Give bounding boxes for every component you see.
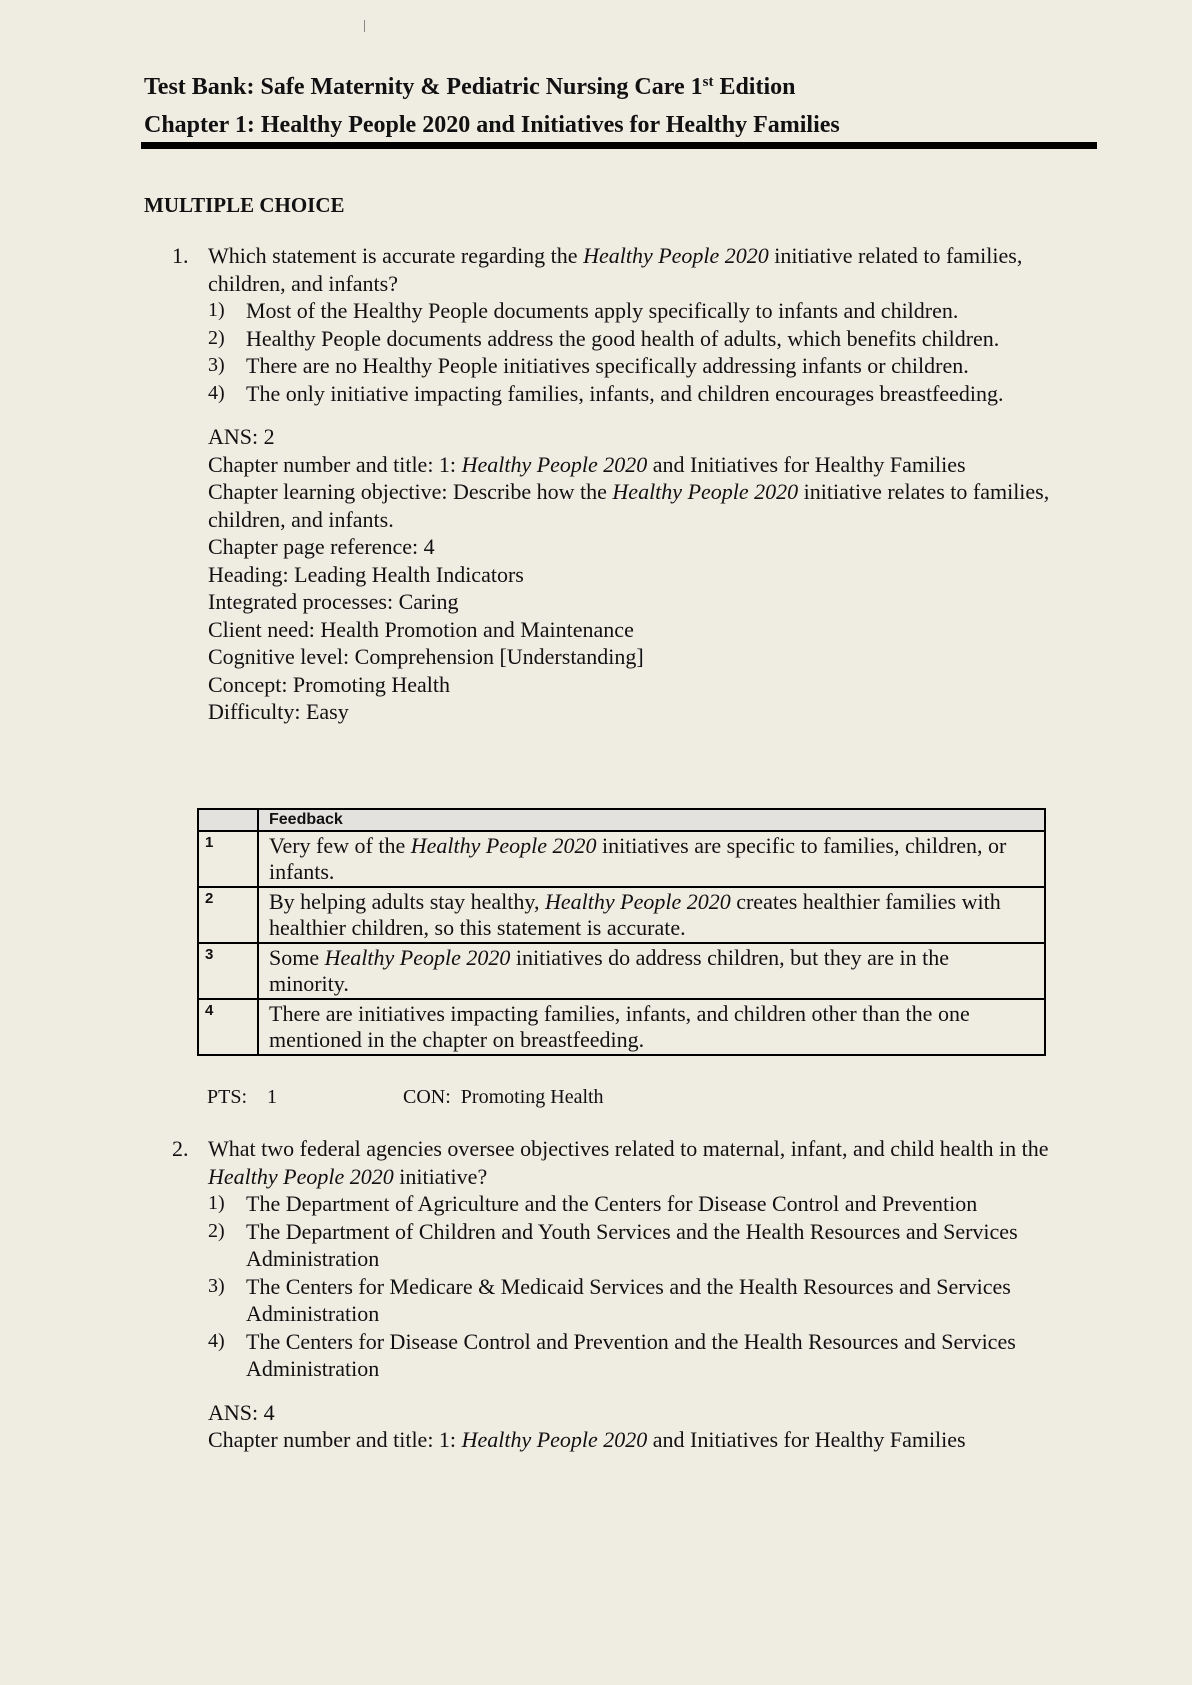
- option: 1) Most of the Healthy People documents apply specifically to infants and children.: [208, 298, 959, 323]
- page-tick-mark: [364, 20, 365, 32]
- points-line: [207, 1086, 604, 1109]
- option: 3) The Centers for Medicare & Medicaid Services and the Health Resources and Services Administration: [208, 1273, 1011, 1326]
- answer-metadata: [208, 407, 1072, 726]
- question-stem: Which statement is accurate regarding the Healthy People 2020 initiative related to families, children, and infants?: [208, 243, 1023, 296]
- table-row: 3 Some Healthy People 2020 initiatives do address children, but they are in the minority.: [198, 943, 1045, 999]
- option-list: [208, 1190, 1072, 1383]
- chapter-reference: Chapter number and title: 1: Healthy People 2020 and Initiatives for Healthy Families: [208, 1427, 966, 1452]
- table-row: 2 By helping adults stay healthy, Healthy People 2020 creates healthier families with healthier children, so this statement is accurate.: [198, 887, 1045, 943]
- feedback-header: Feedback: [258, 809, 1045, 831]
- answer: ANS: 4: [208, 1399, 275, 1425]
- heading: Heading: Leading Health Indicators: [208, 561, 524, 587]
- cognitive-level: Cognitive level: Comprehension [Understanding]: [208, 644, 644, 669]
- option-list: [208, 297, 1072, 407]
- option: 2) The Department of Children and Youth Services and the Health Resources and Services Administration: [208, 1218, 1018, 1271]
- concept-label: CON:: [403, 1086, 451, 1108]
- feedback-header-row: [198, 809, 1045, 831]
- chapter-title: Chapter 1: Healthy People 2020 and Initiatives for Healthy Families: [144, 112, 840, 138]
- option: 3) There are no Healthy People initiatives specifically addressing infants or children.: [208, 353, 969, 378]
- concept: Concept: Promoting Health: [208, 671, 450, 697]
- client-need: Client need: Health Promotion and Maintenance: [208, 616, 634, 642]
- answer-metadata: [208, 1383, 1072, 1454]
- table-row: 1 Very few of the Healthy People 2020 initiatives are specific to families, children, or infants.: [198, 831, 1045, 887]
- integrated-processes: Integrated processes: Caring: [208, 589, 459, 614]
- learning-objective: Chapter learning objective: Describe how the Healthy People 2020 initiative relates to families, children, and infants.: [208, 479, 1050, 532]
- table-row: 4 There are initiatives impacting families, infants, and children other than the one mentioned in the chapter on breastfeeding.: [198, 999, 1045, 1055]
- question-number: 2.: [172, 1136, 189, 1161]
- section-title: MULTIPLE CHOICE: [144, 193, 345, 217]
- question-stem: What two federal agencies oversee objectives related to maternal, infant, and child health in the Healthy People 2020 initiative?: [208, 1136, 1049, 1189]
- option: 4) The Centers for Disease Control and Prevention and the Health Resources and Services Administration: [208, 1328, 1016, 1381]
- feedback-table: [197, 808, 1046, 1056]
- points-value: 1: [267, 1086, 278, 1108]
- option: 1) The Department of Agriculture and the Centers for Disease Control and Prevention: [208, 1191, 978, 1216]
- question-2: [172, 1135, 1072, 1454]
- question-1: [172, 242, 1072, 726]
- page-reference: Chapter page reference: 4: [208, 534, 435, 559]
- chapter-reference: Chapter number and title: 1: Healthy People 2020 and Initiatives for Healthy Families: [208, 451, 966, 477]
- header-rule: [141, 142, 1097, 149]
- points-label: PTS:: [207, 1086, 248, 1108]
- difficulty: Difficulty: Easy: [208, 699, 349, 724]
- concept-value: Promoting Health: [460, 1086, 604, 1108]
- option: 4) The only initiative impacting families, infants, and children encourages breastfeeding.: [208, 380, 1004, 406]
- option: 2) Healthy People documents address the good health of adults, which benefits children.: [208, 325, 1000, 351]
- question-number: 1.: [172, 243, 189, 268]
- answer: ANS: 2: [208, 424, 275, 449]
- document-title: Test Bank: Safe Maternity & Pediatric Nursing Care 1st Edition: [144, 73, 796, 100]
